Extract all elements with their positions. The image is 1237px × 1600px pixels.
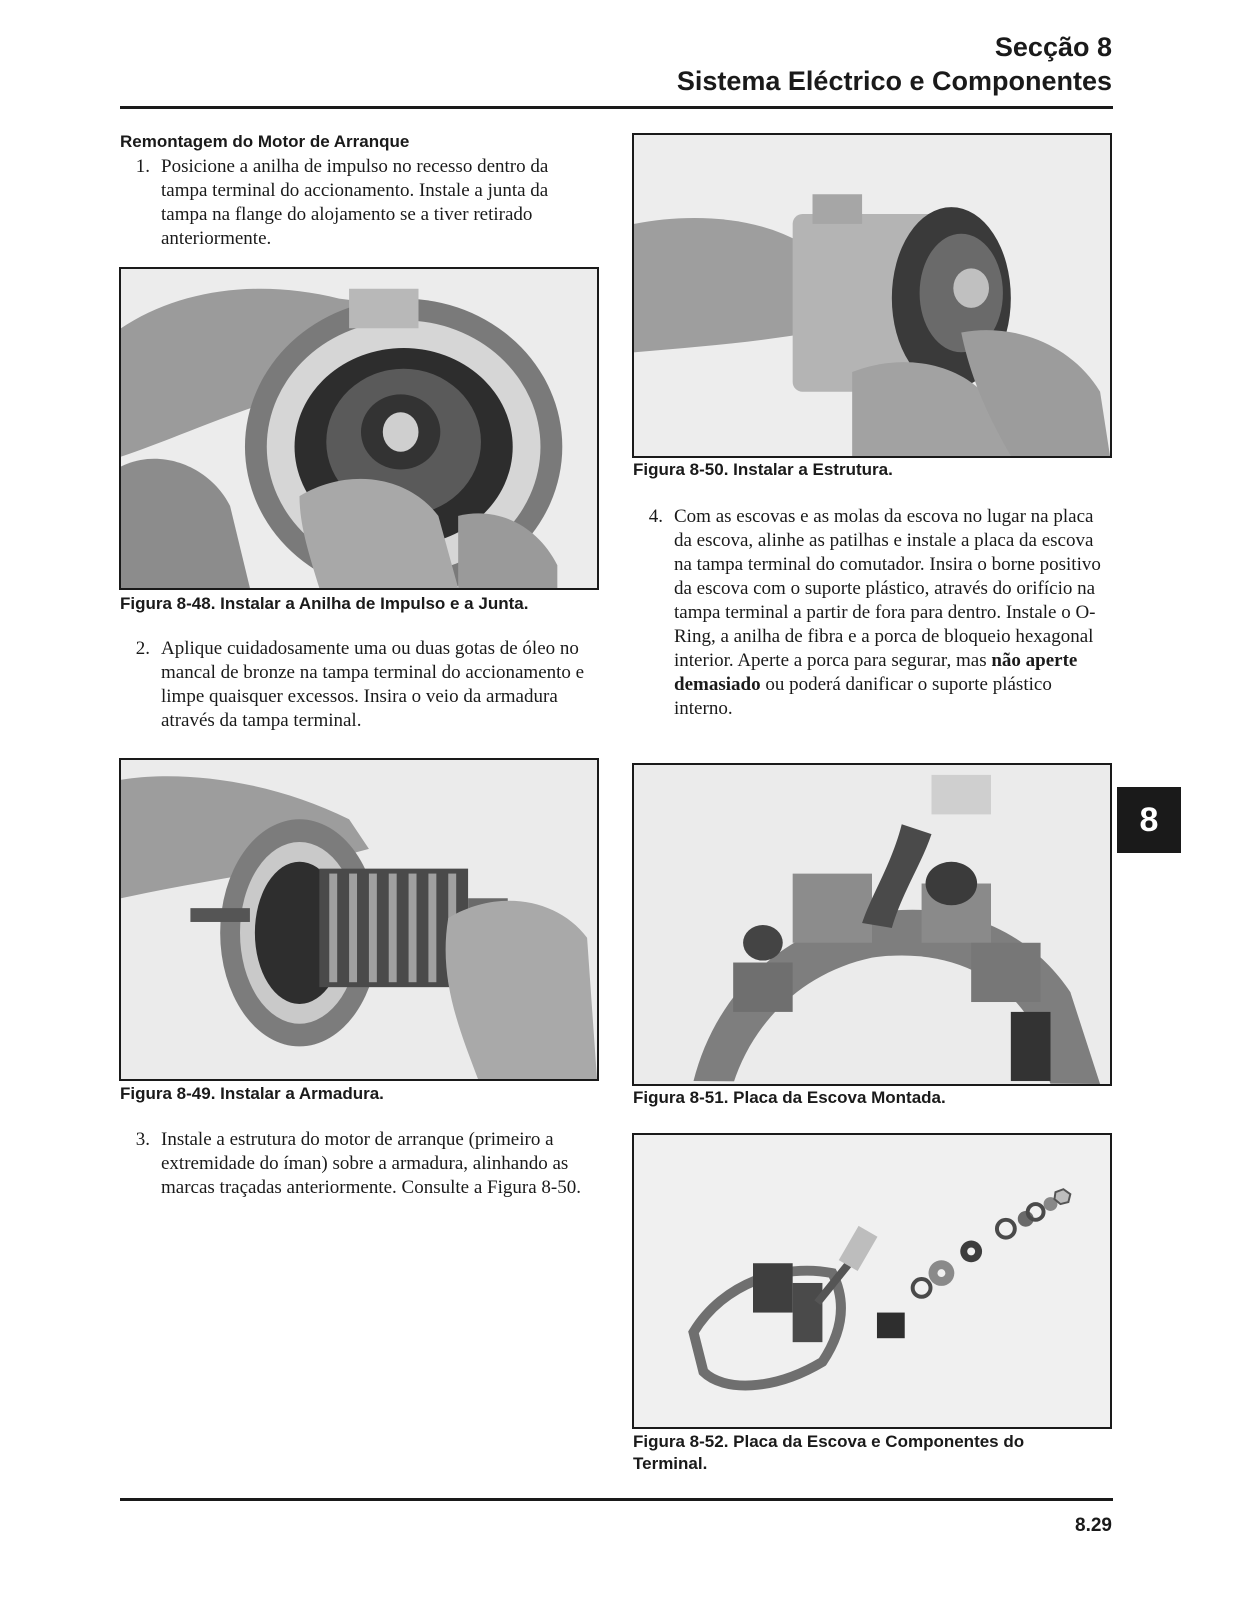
page-number: 8.29 (1075, 1515, 1112, 1536)
step-1 (120, 155, 590, 251)
step-text: Instale a estrutura do motor de arranque (primeiro a extremidade do íman) sobre a armadura, alinhando as marcas traçadas anteriormente. Consulte a Figura 8-50. (161, 1129, 581, 1198)
section-label: Secção 8 (994, 32, 1112, 62)
step-number: 2. (135, 638, 150, 659)
step-3 (120, 1128, 590, 1200)
step-text (674, 505, 1115, 721)
subsection-heading: Remontagem do Motor de Arranque (120, 132, 410, 151)
step-4 (633, 505, 1115, 721)
step-number: 1. (135, 156, 150, 177)
figure-8-52-photo (632, 1133, 1112, 1429)
step-text-bold: não aperte demasiado (674, 650, 1078, 695)
figure-8-50-photo (632, 133, 1112, 458)
step-text-part: ou poderá danificar o suporte plástico interno. (674, 674, 1052, 719)
figure-8-48-caption: Figura 8-48. Instalar a Anilha de Impulso e a Junta. (120, 594, 529, 613)
step-number: 3. (135, 1129, 150, 1150)
figure-8-48-photo (119, 267, 599, 590)
header-rule (120, 106, 1113, 109)
figure-8-50-caption: Figura 8-50. Instalar a Estrutura. (633, 460, 893, 479)
section-tab: 8 (1117, 787, 1181, 853)
footer-rule (120, 1498, 1113, 1501)
figure-8-51-caption: Figura 8-51. Placa da Escova Montada. (633, 1088, 946, 1107)
figure-8-51-photo (632, 763, 1112, 1086)
page-header (677, 30, 1112, 98)
figure-8-49-photo (119, 758, 599, 1081)
step-2 (120, 637, 590, 733)
step-text: Posicione a anilha de impulso no recesso dentro da tampa terminal do accionamento. Instale a junta da tampa na flange do alojamento se a tiver retirado anteriormente. (161, 156, 549, 249)
figure-8-49-caption: Figura 8-49. Instalar a Armadura. (120, 1084, 384, 1103)
figure-8-52-caption: Figura 8-52. Placa da Escova e Componentes do Terminal. (633, 1432, 1025, 1473)
section-title: Sistema Eléctrico e Componentes (676, 66, 1112, 96)
step-number: 4. (648, 506, 663, 527)
step-text: Aplique cuidadosamente uma ou duas gotas de óleo no mancal de bronze na tampa terminal do accionamento e limpe quaisquer excessos. Insira o veio da armadura através da tampa terminal. (161, 638, 585, 731)
step-text-part: Com as escovas e as molas da escova no lugar na placa da escova, alinhe as patilhas e instale a placa da escova na tampa terminal do comutador. Insira o borne positivo da escova com o suporte plástico, através do orifício na tampa terminal a partir de fora para dentro. Instale o O-Ring, a anilha de fibra e a porca de bloqueio hexagonal interior. Aperte a porca para segurar, mas (674, 506, 1101, 671)
